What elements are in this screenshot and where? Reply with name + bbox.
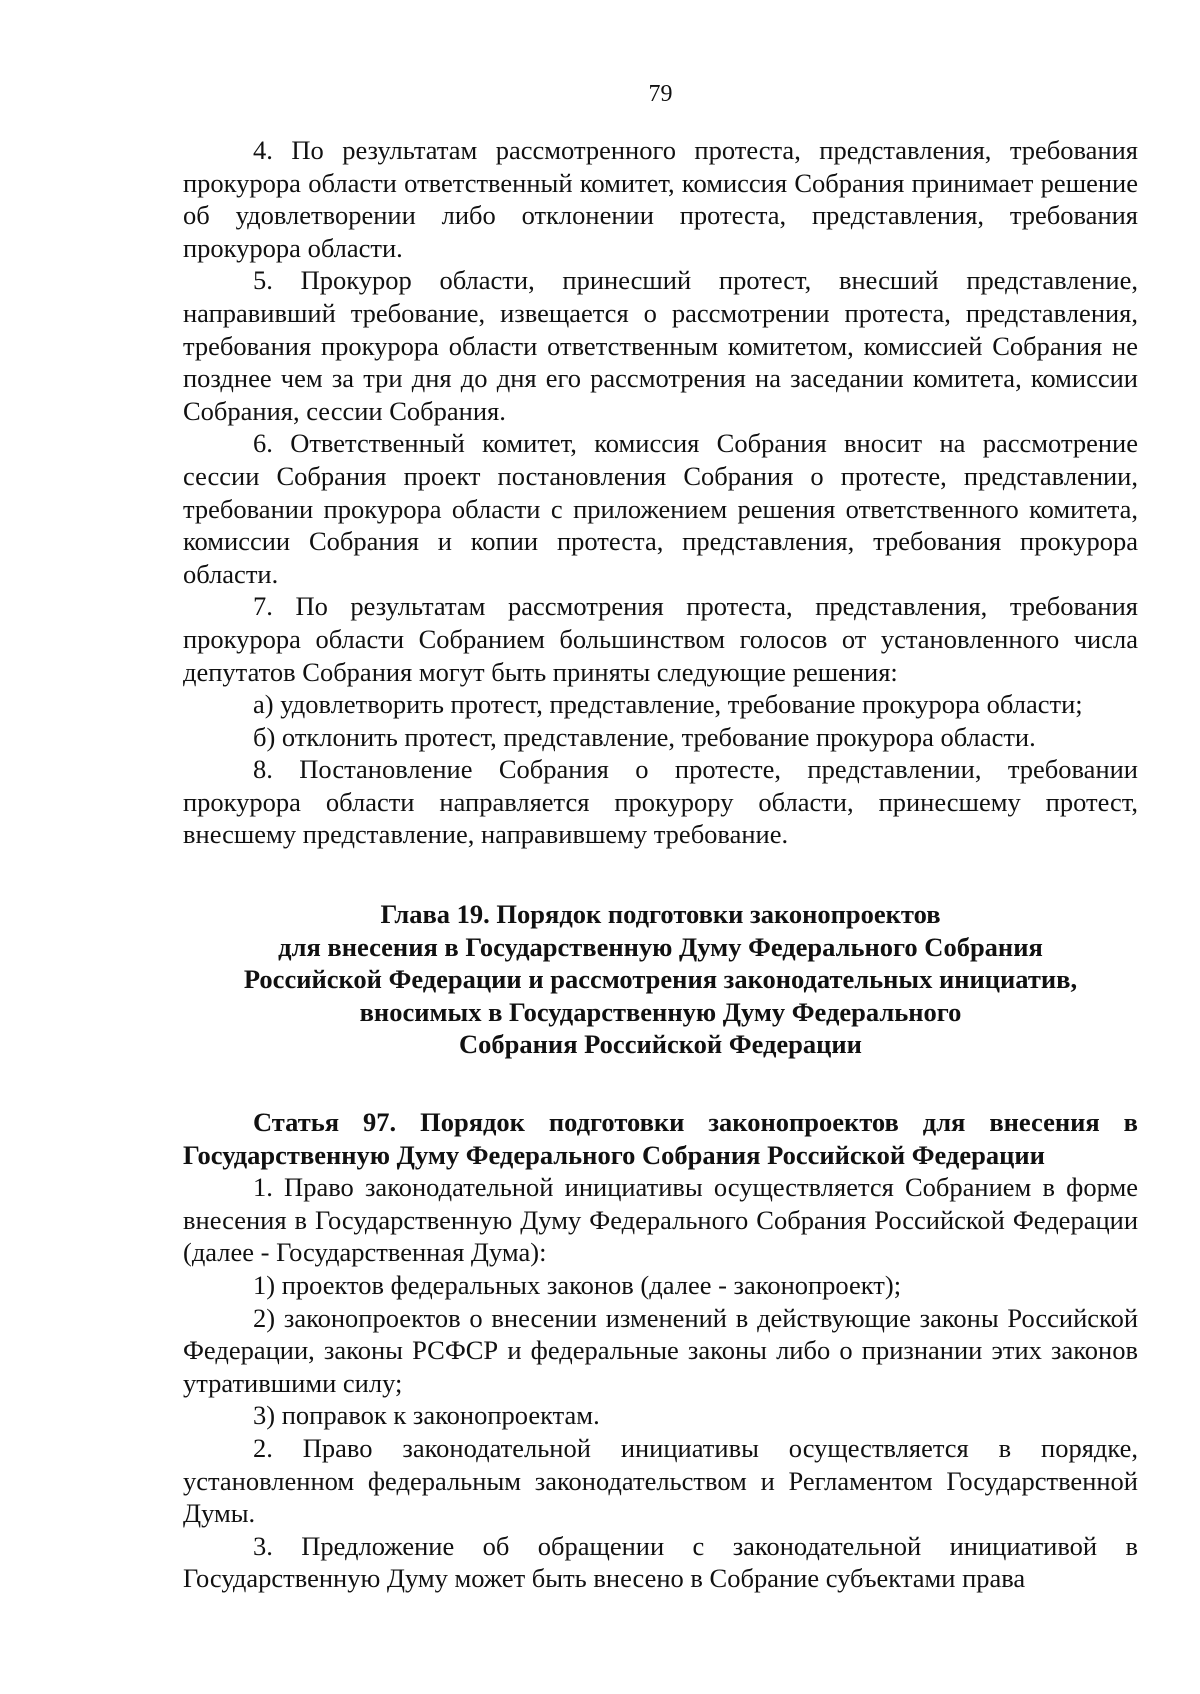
sub-item-b: б) отклонить протест, представление, требование прокурора области. [253, 721, 1036, 752]
paragraph-item-7: 7. По результатам рассмотрения протеста, представления, требования прокурора области Собранием большинством голосов от установленного числа депутатов Собрания могут быть приняты следующие решения: [183, 591, 1138, 687]
chapter-heading-line: Глава 19. Порядок подготовки законопроектов [380, 899, 941, 930]
article-paragraph-2: 2. Право законодательной инициативы осуществляется в порядке, установленном федеральным законодательством и Регламентом Государственной Думы. [183, 1432, 1138, 1529]
chapter-heading-line: вносимых в Государственную Думу Федерального [359, 996, 962, 1027]
sub-item-a: а) удовлетворить протест, представление, требование прокурора области; [253, 689, 1083, 720]
chapter-heading-line: для внесения в Государственную Думу Федерального Собрания [278, 931, 1043, 962]
article-list-item-1: 1) проектов федеральных законов (далее - законопроект); [253, 1270, 902, 1300]
article-paragraph-1: 1. Право законодательной инициативы осуществляется Собранием в форме внесения в Государственную Думу Федерального Собрания Российской Федерации (далее - Государственная Дума): [183, 1172, 1138, 1268]
chapter-heading-line: Собрания Российской Федерации [459, 1029, 862, 1060]
paragraph-item-5: 5. Прокурор области, принесший протест, внесший представление, направивший требование, извещается о рассмотрении протеста, представления, требования прокурора области ответственным комитетом, комиссией Собрания не позднее чем за три дня до дня его рассмотрения на заседании комитета, комиссии Собрания, сессии Собрания. [183, 265, 1138, 426]
paragraph-item-4: 4. По результатам рассмотренного протеста, представления, требования прокурора области ответственный комитет, комиссия Собрания принимает решение об удовлетворении либо отклонении протеста, представления, требования прокурора области. [183, 135, 1138, 263]
paragraph-item-8: 8. Постановление Собрания о протесте, представлении, требовании прокурора области направляется прокурору области, принесшему протест, внесшему представление, направившему требование. [183, 754, 1138, 850]
article-paragraph-3: 3. Предложение об обращении с законодательной инициативой в Государственную Думу может быть внесено в Собрание субъектами права [183, 1530, 1138, 1594]
chapter-heading-line: Российской Федерации и рассмотрения законодательных инициатив, [243, 964, 1078, 995]
article-heading: Статья 97. Порядок подготовки законопроектов для внесения в Государственную Думу Федерального Собрания Российской Федерации [183, 1107, 1138, 1170]
chapter-heading [183, 898, 1138, 1061]
page-number: 79 [648, 81, 673, 107]
paragraph-item-6: 6. Ответственный комитет, комиссия Собрания вносит на рассмотрение сессии Собрания проект постановления Собрания о протесте, представлении, требовании прокурора области с приложением решения ответственного комитета, комиссии Собрания и копии протеста, представления, требования прокурора области. [183, 428, 1138, 589]
article-list-item-2: 2) законопроектов о внесении изменений в действующие законы Российской Федерации, законы РСФСР и федеральные законы либо о признании этих законов утратившими силу; [183, 1302, 1138, 1398]
article-list-item-3: 3) поправок к законопроектам. [253, 1400, 600, 1431]
